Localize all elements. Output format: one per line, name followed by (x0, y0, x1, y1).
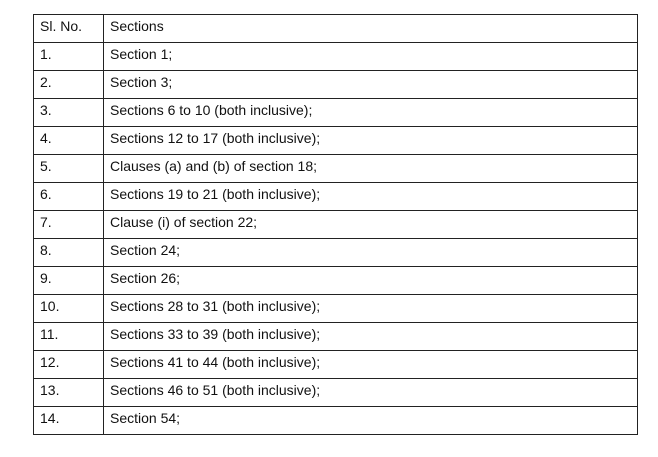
sections-cell: Section 26; (104, 267, 638, 295)
table-row (34, 43, 638, 71)
serial-number-cell: 10. (34, 295, 104, 323)
serial-number-cell: 1. (34, 43, 104, 71)
table-row (34, 155, 638, 183)
sections-cell: Sections 41 to 44 (both inclusive); (104, 351, 638, 379)
column-header-serial-number: Sl. No. (34, 15, 104, 43)
sections-cell: Sections 46 to 51 (both inclusive); (104, 379, 638, 407)
table-row (34, 267, 638, 295)
sections-cell: Sections 33 to 39 (both inclusive); (104, 323, 638, 351)
serial-number-cell: 13. (34, 379, 104, 407)
sections-cell: Sections 19 to 21 (both inclusive); (104, 183, 638, 211)
table-row (34, 239, 638, 267)
sections-cell: Sections 12 to 17 (both inclusive); (104, 127, 638, 155)
table-row (34, 183, 638, 211)
sections-cell: Section 1; (104, 43, 638, 71)
table-header-row (34, 15, 638, 43)
table-row (34, 127, 638, 155)
table-row (34, 211, 638, 239)
serial-number-cell: 4. (34, 127, 104, 155)
sections-table (33, 14, 638, 435)
sections-cell: Sections 6 to 10 (both inclusive); (104, 99, 638, 127)
table-row (34, 323, 638, 351)
sections-cell: Section 24; (104, 239, 638, 267)
sections-cell: Clause (i) of section 22; (104, 211, 638, 239)
serial-number-cell: 3. (34, 99, 104, 127)
serial-number-cell: 8. (34, 239, 104, 267)
table-row (34, 99, 638, 127)
sections-cell: Section 3; (104, 71, 638, 99)
column-header-sections: Sections (104, 15, 638, 43)
serial-number-cell: 11. (34, 323, 104, 351)
table-row (34, 407, 638, 435)
serial-number-cell: 6. (34, 183, 104, 211)
serial-number-cell: 5. (34, 155, 104, 183)
sections-cell: Sections 28 to 31 (both inclusive); (104, 295, 638, 323)
table-row (34, 71, 638, 99)
table-row (34, 351, 638, 379)
serial-number-cell: 9. (34, 267, 104, 295)
sections-cell: Clauses (a) and (b) of section 18; (104, 155, 638, 183)
serial-number-cell: 14. (34, 407, 104, 435)
sections-cell: Section 54; (104, 407, 638, 435)
table-row (34, 379, 638, 407)
serial-number-cell: 7. (34, 211, 104, 239)
serial-number-cell: 12. (34, 351, 104, 379)
table-row (34, 295, 638, 323)
serial-number-cell: 2. (34, 71, 104, 99)
